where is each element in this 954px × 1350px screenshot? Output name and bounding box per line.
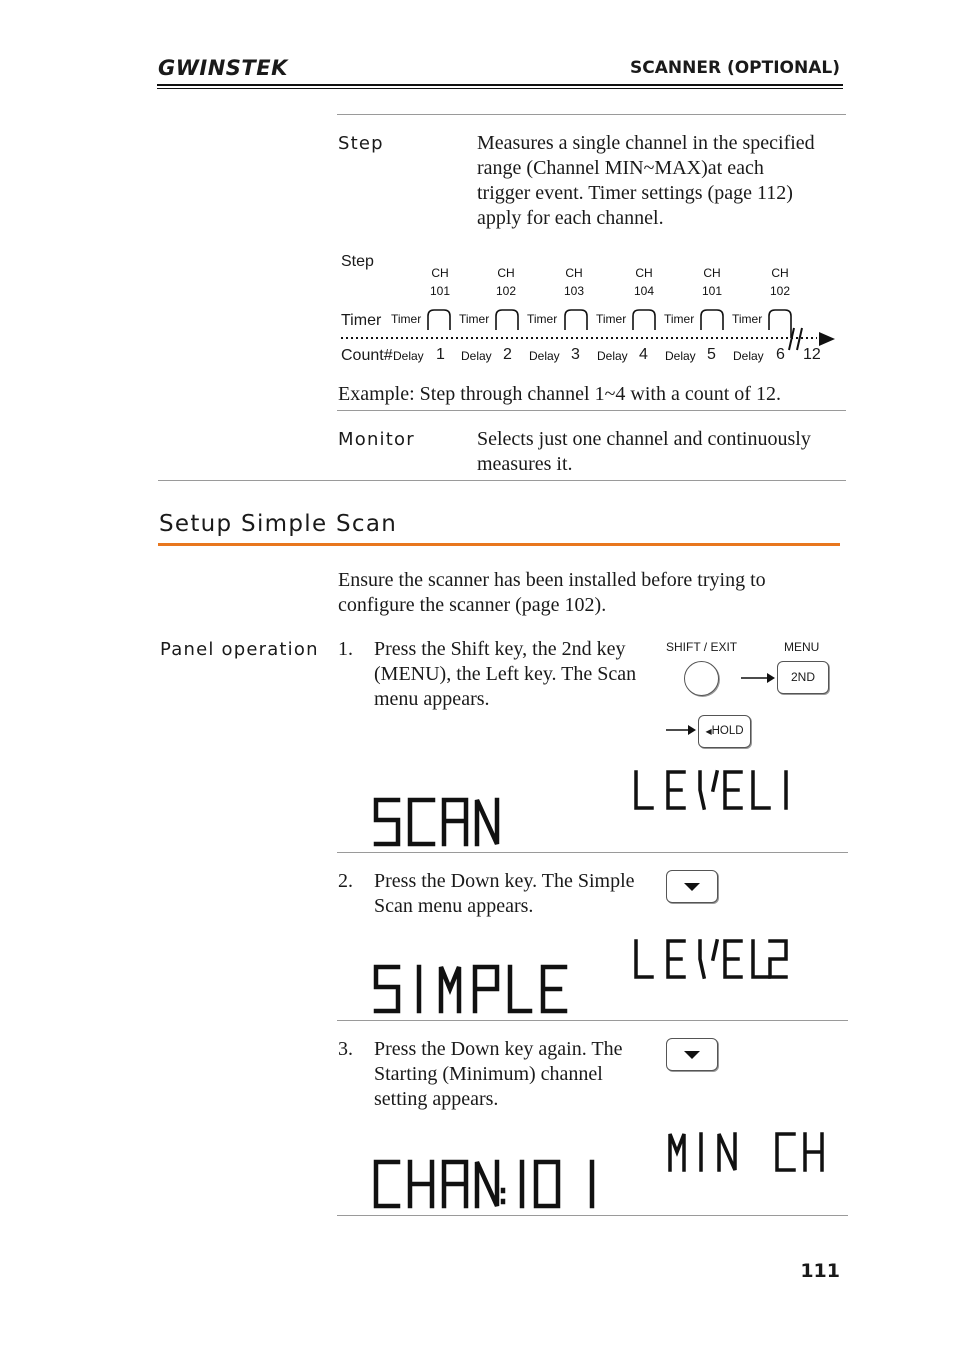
- step-number: 1.: [338, 638, 353, 660]
- step-number: 2.: [338, 870, 353, 892]
- diagram-timer-label: Timer: [341, 312, 382, 329]
- lcd-sub-display-level-2: [630, 937, 830, 987]
- count-number: 1: [436, 346, 445, 363]
- step-instructions: Press the Down key. The Simple Scan menu appears.: [374, 870, 635, 917]
- shift-exit-label: SHIFT / EXIT: [666, 640, 738, 654]
- count-number: 4: [639, 346, 648, 363]
- count-number: 12: [803, 346, 821, 363]
- lcd-main-display-scan: [370, 795, 530, 855]
- shift-key[interactable]: [684, 661, 719, 696]
- channel-column: CH 102: [495, 266, 517, 298]
- section-title: Setup Simple Scan: [159, 511, 398, 537]
- table-top-rule: [337, 114, 846, 115]
- lcd-main-display-chan-101: [370, 1157, 610, 1217]
- delay-word: Delay: [665, 349, 696, 363]
- triangle-down-icon: [667, 1039, 717, 1070]
- monitor-description: Selects just one channel and continuously measures it.: [477, 428, 811, 475]
- brand-logo: GWINSTEK: [158, 56, 288, 80]
- step-rule: [337, 1215, 848, 1216]
- section-intro: Ensure the scanner has been installed before trying to configure the scanner (page 102).: [338, 569, 766, 616]
- section-title-underline: [158, 543, 840, 546]
- arrow-right-icon: [741, 672, 775, 684]
- delay-word: Delay: [393, 349, 424, 363]
- channel-column: CH 104: [633, 266, 655, 298]
- step-rule: [337, 1020, 848, 1021]
- delay-word: Delay: [733, 349, 764, 363]
- hold-left-key[interactable]: ◀HOLD: [698, 715, 751, 748]
- table-bottom-rule: [158, 480, 846, 481]
- delay-word: Delay: [461, 349, 492, 363]
- channel-column: CH 101: [701, 266, 723, 298]
- timer-word: Timer: [664, 312, 695, 326]
- second-key[interactable]: 2ND: [777, 661, 829, 694]
- step-rule: [337, 852, 848, 853]
- header-rule-thin: [157, 88, 843, 89]
- timer-word: Timer: [459, 312, 490, 326]
- diagram-step-label: Step: [341, 253, 374, 270]
- step-description: Measures a single channel in the specified range (Channel MIN~MAX)at each trigger event. Timer settings (page 112) apply for each channel.: [477, 132, 815, 229]
- timer-word: Timer: [596, 312, 627, 326]
- step-label: Step: [338, 133, 384, 154]
- panel-operation-label: Panel operation: [160, 639, 319, 660]
- triangle-down-icon: [667, 871, 717, 902]
- step-instructions: Press the Shift key, the 2nd key (MENU), the Left key. The Scan menu appears.: [374, 638, 637, 710]
- section-header-title: SCANNER (OPTIONAL): [630, 58, 840, 78]
- diagram-count-label: Count#: [341, 347, 393, 364]
- monitor-label: Monitor: [338, 429, 415, 450]
- step-timing-diagram: [337, 250, 847, 375]
- timer-word: Timer: [732, 312, 763, 326]
- step-number: 3.: [338, 1038, 353, 1060]
- menu-label: MENU: [784, 640, 820, 654]
- step-instructions: Press the Down key again. The Starting (Minimum) channel setting appears.: [374, 1038, 623, 1110]
- diagram-caption: Example: Step through channel 1~4 with a count of 12.: [338, 383, 781, 405]
- page-number: 111: [800, 1260, 840, 1282]
- delay-word: Delay: [529, 349, 560, 363]
- triangle-left-icon: ◀: [705, 727, 712, 736]
- header-rule: [157, 84, 843, 86]
- channel-column: CH 102: [769, 266, 791, 298]
- down-key[interactable]: [666, 1038, 718, 1071]
- lcd-sub-display-min-ch: [664, 1130, 844, 1180]
- timer-word: Timer: [527, 312, 558, 326]
- count-number: 5: [707, 346, 716, 363]
- delay-word: Delay: [597, 349, 628, 363]
- lcd-main-display-simple: [370, 962, 580, 1022]
- lcd-sub-display-level-1: [630, 768, 830, 818]
- count-number: 3: [571, 346, 580, 363]
- channel-column: CH 103: [563, 266, 585, 298]
- timer-word: Timer: [391, 312, 422, 326]
- channel-column: CH 101: [429, 266, 451, 298]
- row-rule: [337, 410, 846, 411]
- count-number: 2: [503, 346, 512, 363]
- count-number: 6: [776, 346, 785, 363]
- arrow-right-icon: [666, 724, 696, 736]
- down-key[interactable]: [666, 870, 718, 903]
